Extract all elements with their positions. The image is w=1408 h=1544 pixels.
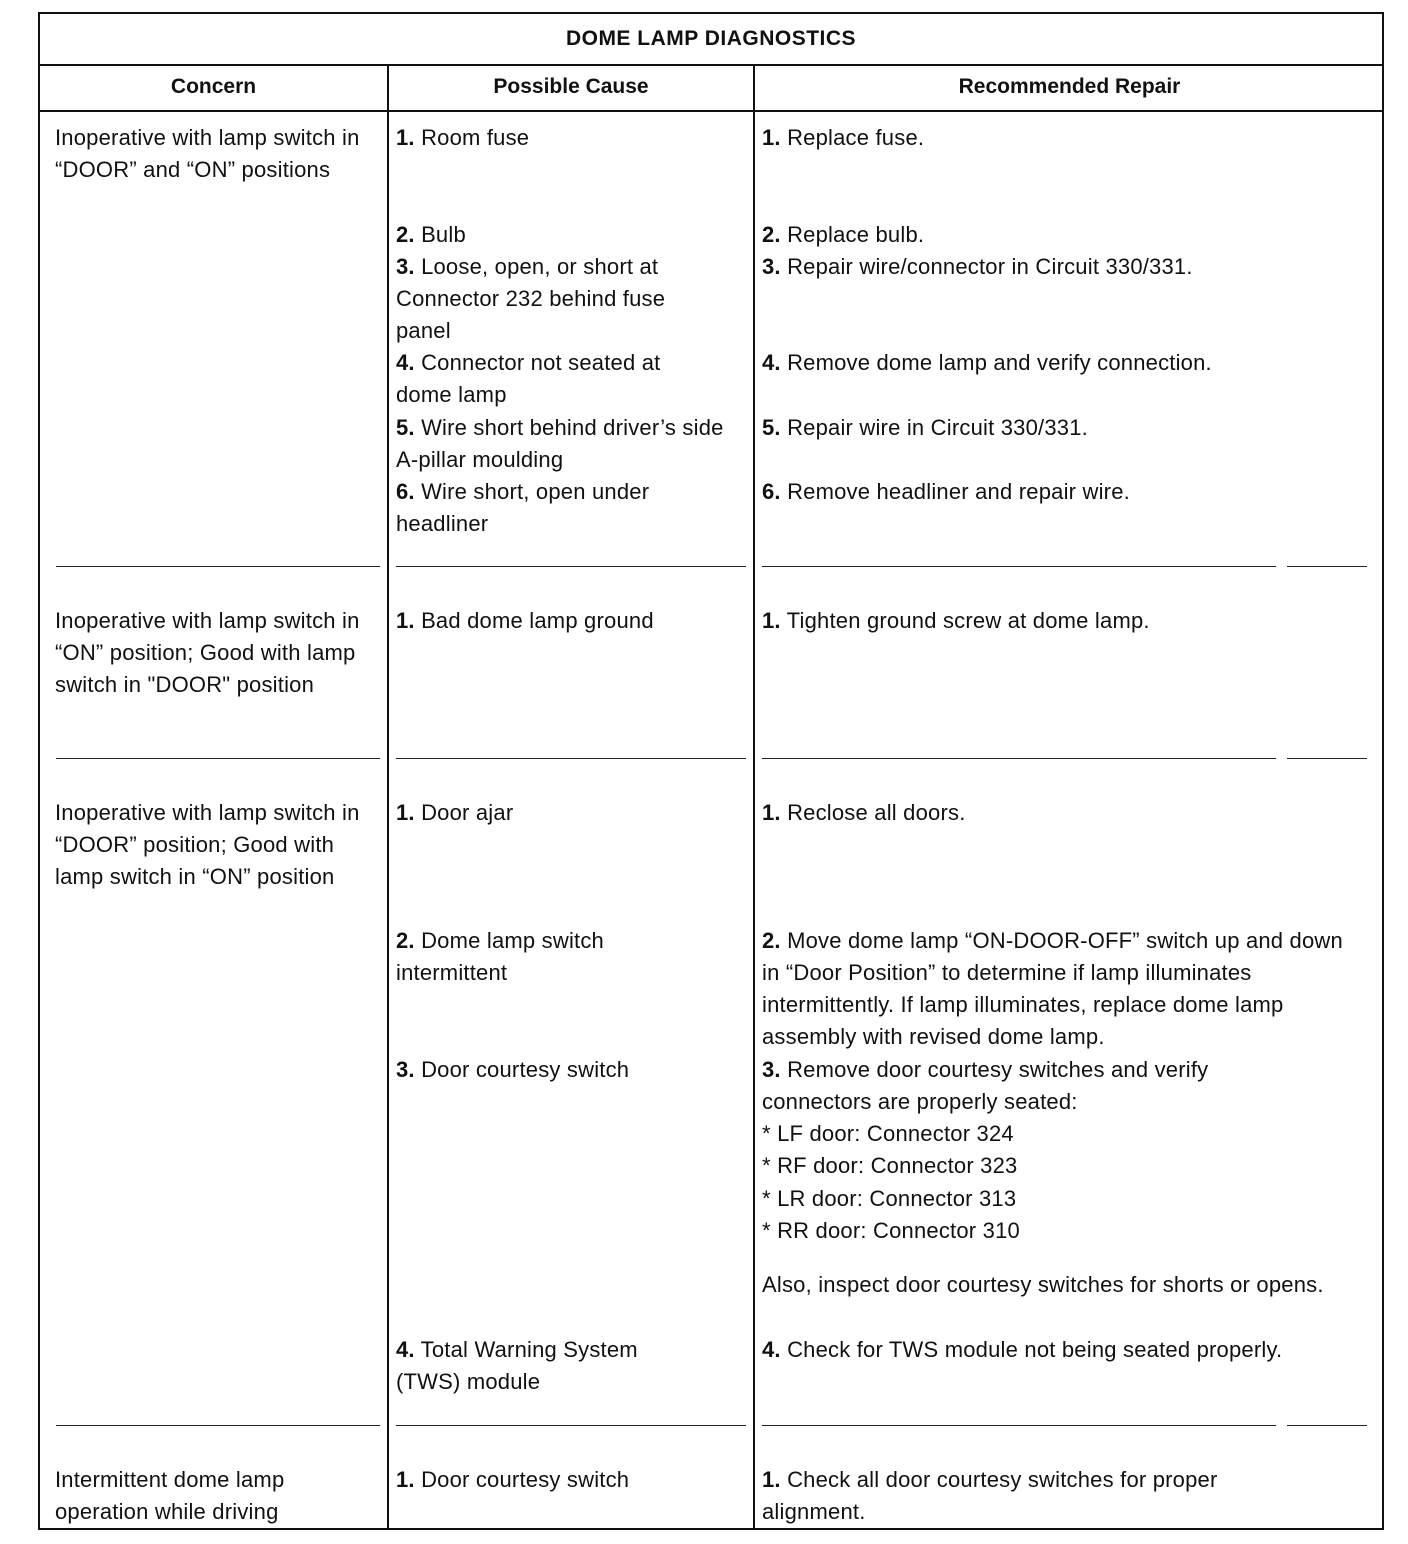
row-separator xyxy=(56,566,380,567)
repair-item: 1. Check all door courtesy switches for proper alignment. xyxy=(762,1467,1218,1524)
repair-item: 3. Repair wire/connector in Circuit 330/331. xyxy=(762,254,1193,279)
cause-item: 5. Wire short behind driver’s side A-pillar moulding xyxy=(396,415,724,472)
concern-text: Inoperative with lamp switch in “DOOR” position; Good with lamp switch in “ON” position xyxy=(55,800,360,889)
column-divider xyxy=(387,64,389,1528)
concern-text: Inoperative with lamp switch in “ON” position; Good with lamp switch in "DOOR" position xyxy=(55,608,360,697)
row-separator xyxy=(1287,758,1367,759)
connector-item: * RR door: Connector 310 xyxy=(762,1218,1020,1243)
connector-item: * LR door: Connector 313 xyxy=(762,1186,1017,1211)
repair-item: 3. Remove door courtesy switches and verify connectors are properly seated: xyxy=(762,1057,1209,1114)
repair-item: 5. Repair wire in Circuit 330/331. xyxy=(762,415,1088,440)
repair-item: 4. Check for TWS module not being seated properly. xyxy=(762,1337,1283,1362)
cause-item: 1. Door ajar xyxy=(396,800,514,825)
concern-text: Intermittent dome lamp operation while driving xyxy=(55,1467,285,1524)
connector-item: * LF door: Connector 324 xyxy=(762,1121,1014,1146)
cause-item: 2. Dome lamp switch intermittent xyxy=(396,928,604,985)
header-recommended-repair: Recommended Repair xyxy=(755,64,1384,112)
row-separator xyxy=(396,758,746,759)
cause-item: 1. Bad dome lamp ground xyxy=(396,608,654,633)
repair-item: 2. Move dome lamp “ON-DOOR-OFF” switch up and down in “Door Position” to determine if lamp illuminates intermittently. If lamp illuminates, replace dome lamp assembly with revised dome lamp. xyxy=(762,928,1343,1049)
row-separator xyxy=(762,566,1276,567)
row-separator xyxy=(56,758,380,759)
cause-item: 3. Door courtesy switch xyxy=(396,1057,630,1082)
cause-item: 1. Door courtesy switch xyxy=(396,1467,630,1492)
cause-item: 4. Total Warning System (TWS) module xyxy=(396,1337,638,1394)
cause-item: 6. Wire short, open under headliner xyxy=(396,479,650,536)
repair-note: Also, inspect door courtesy switches for shorts or opens. xyxy=(762,1272,1324,1297)
cause-item: 4. Connector not seated at dome lamp xyxy=(396,350,661,407)
concern-text: Inoperative with lamp switch in “DOOR” and “ON” positions xyxy=(55,125,360,182)
row-separator xyxy=(396,1425,746,1426)
cause-item: 3. Loose, open, or short at Connector 232 behind fuse panel xyxy=(396,254,666,343)
repair-item: 1. Replace fuse. xyxy=(762,125,925,150)
cause-item: 1. Room fuse xyxy=(396,125,530,150)
repair-item: 1. Tighten ground screw at dome lamp. xyxy=(762,608,1150,633)
row-separator xyxy=(762,758,1276,759)
repair-item: 2. Replace bulb. xyxy=(762,222,925,247)
repair-item: 6. Remove headliner and repair wire. xyxy=(762,479,1130,504)
diagnostics-table xyxy=(38,12,1384,1530)
repair-item: 4. Remove dome lamp and verify connection. xyxy=(762,350,1212,375)
row-separator xyxy=(1287,566,1367,567)
repair-item: 1. Reclose all doors. xyxy=(762,800,966,825)
row-separator xyxy=(1287,1425,1367,1426)
header-concern: Concern xyxy=(40,64,387,112)
row-separator xyxy=(56,1425,380,1426)
row-separator xyxy=(396,566,746,567)
cause-item: 2. Bulb xyxy=(396,222,466,247)
row-separator xyxy=(762,1425,1276,1426)
connector-item: * RF door: Connector 323 xyxy=(762,1153,1018,1178)
column-divider xyxy=(753,64,755,1528)
table-title: DOME LAMP DIAGNOSTICS xyxy=(40,14,1382,66)
header-possible-cause: Possible Cause xyxy=(389,64,753,112)
